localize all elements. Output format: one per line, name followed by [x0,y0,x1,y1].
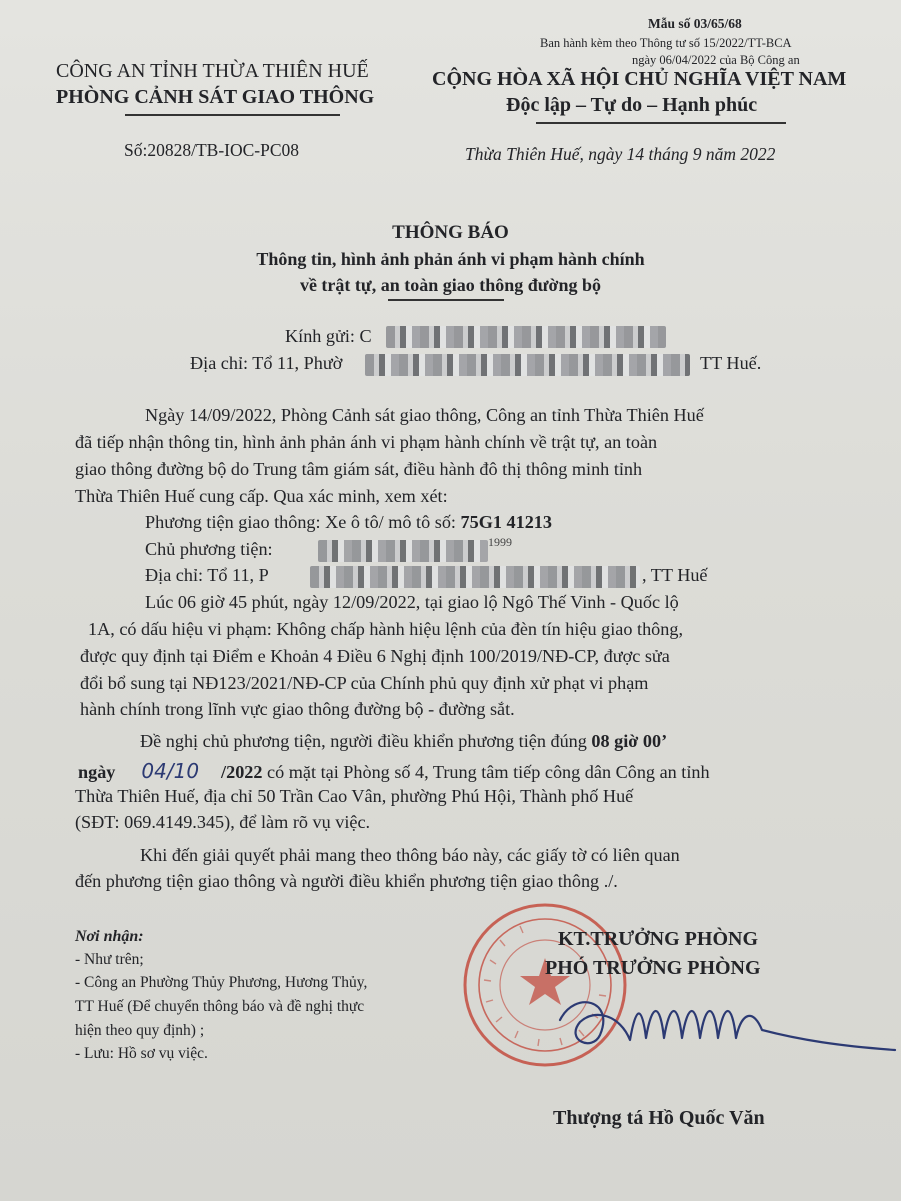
p2-line-2: 1A, có dấu hiệu vi phạm: Không chấp hành hiệu lệnh của đèn tín hiệu giao thông, [88,619,683,639]
date-prefix: ngày [78,762,116,782]
owner-address: Địa chỉ: Tổ 11, P [145,565,269,585]
p1-line-2: đã tiếp nhận thông tin, hình ảnh phản ánh vi phạm hành chính về trật tự, an toàn [75,432,658,452]
p2-line-5: hành chính trong lĩnh vực giao thông đường bộ - đường sắt. [80,699,515,719]
redacted-owner [318,540,488,562]
document-subtitle-1: Thông tin, hình ảnh phản ánh vi phạm hành chính [256,249,645,269]
motto-underline [536,122,786,124]
p4-line-2: đến phương tiện giao thông và người điều khiển phương tiện giao thông ./. [75,871,618,891]
owner-label: Chủ phương tiện: [145,539,273,559]
agency-line-1: CÔNG AN TỈNH THỪA THIÊN HUẾ [56,60,369,82]
p1-line-3: giao thông đường bộ do Trung tâm giám sát, điều hành đô thị thông minh tỉnh [75,459,643,479]
recipient-item: TT Huế (Để chuyển thông báo và đề nghị thực [75,998,365,1015]
p3-line-2-text: có mặt tại Phòng số 4, Trung tâm tiếp công dân Công an tỉnh [262,762,710,782]
recipient-item: - Lưu: Hồ sơ vụ việc. [75,1045,208,1062]
document-subtitle-2: về trật tự, an toàn giao thông đường bộ [299,275,602,295]
place-date: Thừa Thiên Huế, ngày 14 tháng 9 năm 2022 [465,144,776,164]
recipient-item: - Như trên; [75,951,144,968]
form-note-2: ngày 06/04/2022 của Bộ Công an [632,53,800,67]
signature-title-2: PHÓ TRƯỞNG PHÒNG [545,957,761,979]
recipient-address: Địa chỉ: Tổ 11, Phườ [190,353,343,373]
signer-name: Thượng tá Hồ Quốc Văn [553,1107,765,1129]
recipient-item: - Công an Phường Thủy Phương, Hương Thủy, [75,974,368,991]
form-note-1: Ban hành kèm theo Thông tư số 15/2022/TT-BCA [540,36,792,50]
greeting: Kính gửi: C [285,326,372,346]
recipient-item: hiện theo quy định) ; [75,1022,205,1039]
p3-line-1 [140,731,667,752]
license-plate: 75G1 41213 [460,512,552,532]
p2-line-4: đổi bổ sung tại NĐ123/2021/NĐ-CP của Chính phủ quy định xử phạt vi phạm [80,673,649,693]
document-title: THÔNG BÁO [392,222,509,243]
p2-line-1: Lúc 06 giờ 45 phút, ngày 12/09/2022, tại giao lộ Ngô Thế Vinh - Quốc lộ [145,592,679,612]
nation-line-1: CỘNG HÒA XÃ HỘI CHỦ NGHĨA VIỆT NAM [432,68,847,90]
document-number: Số:20828/TB-IOC-PC08 [124,140,300,160]
agency-line-2: PHÒNG CẢNH SÁT GIAO THÔNG [56,86,375,108]
redacted-name [386,326,666,348]
p1-line-1: Ngày 14/09/2022, Phòng Cảnh sát giao thông, Công an tỉnh Thừa Thiên Huế [145,405,704,425]
vehicle-label: Phương tiện giao thông: Xe ô tô/ mô tô số: [145,512,461,532]
redacted-address [365,354,690,376]
vehicle-line [145,512,552,533]
nation-line-2: Độc lập – Tự do – Hạnh phúc [506,94,758,116]
handwritten-date: 04/10 [141,759,200,783]
p1-line-4: Thừa Thiên Huế cung cấp. Qua xác minh, xem xét: [75,486,448,506]
p3-line-2 [78,759,710,783]
p2-line-3: được quy định tại Điểm e Khoản 4 Điều 6 Nghị định 100/2019/NĐ-CP, được sửa [80,646,670,666]
p3-line-1-text: Đề nghị chủ phương tiện, người điều khiển phương tiện đúng [140,731,592,751]
date-year: /2022 [221,762,263,782]
p3-line-3: Thừa Thiên Huế, địa chỉ 50 Trần Cao Vân, phường Phú Hội, Thành phố Huế [75,786,634,806]
title-underline [388,299,504,301]
recipient-address-end: TT Huế. [700,353,762,373]
form-code: Mẫu số 03/65/68 [648,16,742,31]
owner-address-end: , TT Huế [642,565,708,585]
recipients-title: Nơi nhận: [75,928,144,945]
signature-title-1: KT.TRƯỞNG PHÒNG [558,928,758,950]
redacted-owner-address [310,566,640,588]
agency-underline [125,114,340,116]
owner-tail: 1999 [488,535,512,549]
appointment-time: 08 giờ 00’ [591,731,668,751]
p4-line-1: Khi đến giải quyết phải mang theo thông báo này, các giấy tờ có liên quan [140,845,680,865]
p3-line-4: (SĐT: 069.4149.345), để làm rõ vụ việc. [75,812,371,832]
handwritten-signature [540,980,900,1070]
